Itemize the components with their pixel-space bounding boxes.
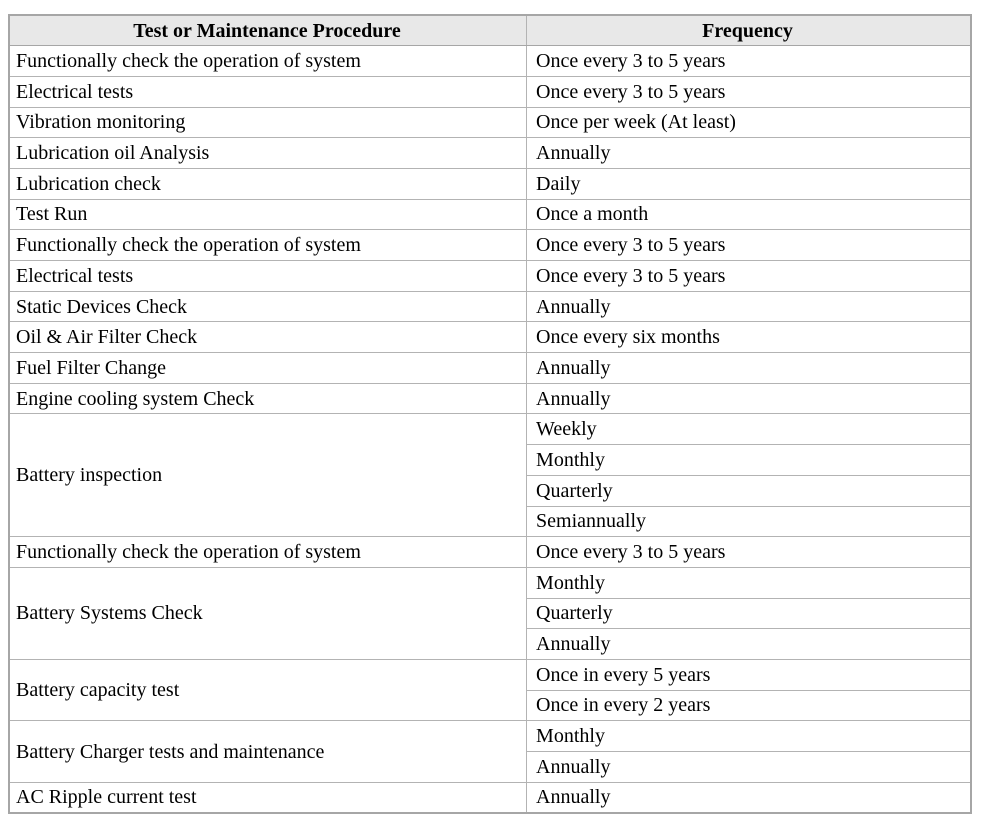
frequency-cell: Annually — [527, 782, 971, 813]
frequency-cell: Once per week (At least) — [527, 107, 971, 138]
procedure-cell: Electrical tests — [9, 76, 527, 107]
table-row — [9, 107, 971, 138]
procedure-cell: Battery Systems Check — [9, 567, 527, 659]
procedure-cell: Battery inspection — [9, 414, 527, 537]
frequency-cell: Semiannually — [527, 506, 971, 537]
frequency-cell: Once a month — [527, 199, 971, 230]
procedure-cell: Oil & Air Filter Check — [9, 322, 527, 353]
procedure-cell: Functionally check the operation of system — [9, 230, 527, 261]
column-header-frequency: Frequency — [527, 15, 971, 46]
frequency-cell: Once every 3 to 5 years — [527, 76, 971, 107]
frequency-cell: Annually — [527, 629, 971, 660]
frequency-cell: Once every 3 to 5 years — [527, 46, 971, 77]
table-row — [9, 230, 971, 261]
procedure-cell: Functionally check the operation of system — [9, 537, 527, 568]
frequency-cell: Annually — [527, 752, 971, 783]
procedure-cell: AC Ripple current test — [9, 782, 527, 813]
frequency-cell: Once every 3 to 5 years — [527, 261, 971, 292]
frequency-cell: Monthly — [527, 567, 971, 598]
table-row — [9, 537, 971, 568]
table-row — [9, 199, 971, 230]
frequency-cell: Annually — [527, 138, 971, 169]
column-header-procedure: Test or Maintenance Procedure — [9, 15, 527, 46]
frequency-cell: Monthly — [527, 445, 971, 476]
table-row — [9, 721, 971, 752]
table-row — [9, 138, 971, 169]
frequency-cell: Annually — [527, 291, 971, 322]
frequency-cell: Once in every 5 years — [527, 659, 971, 690]
procedure-cell: Fuel Filter Change — [9, 353, 527, 384]
table-row — [9, 46, 971, 77]
table-row — [9, 353, 971, 384]
procedure-cell: Lubrication check — [9, 168, 527, 199]
procedure-cell: Vibration monitoring — [9, 107, 527, 138]
procedure-cell: Battery Charger tests and maintenance — [9, 721, 527, 782]
procedure-cell: Electrical tests — [9, 261, 527, 292]
procedure-cell: Functionally check the operation of system — [9, 46, 527, 77]
procedure-cell: Test Run — [9, 199, 527, 230]
frequency-cell: Quarterly — [527, 598, 971, 629]
table-body — [9, 46, 971, 813]
procedure-cell: Lubrication oil Analysis — [9, 138, 527, 169]
frequency-cell: Weekly — [527, 414, 971, 445]
procedure-cell: Static Devices Check — [9, 291, 527, 322]
frequency-cell: Annually — [527, 383, 971, 414]
maintenance-schedule-table — [8, 14, 972, 814]
frequency-cell: Quarterly — [527, 475, 971, 506]
header-row — [9, 15, 971, 46]
table-row — [9, 659, 971, 690]
procedure-cell: Battery capacity test — [9, 659, 527, 720]
frequency-cell: Monthly — [527, 721, 971, 752]
table-row — [9, 168, 971, 199]
frequency-cell: Once every 3 to 5 years — [527, 537, 971, 568]
table-row — [9, 782, 971, 813]
table-row — [9, 291, 971, 322]
table-row — [9, 383, 971, 414]
table-row — [9, 76, 971, 107]
table-row — [9, 414, 971, 445]
frequency-cell: Once every 3 to 5 years — [527, 230, 971, 261]
frequency-cell: Once every six months — [527, 322, 971, 353]
frequency-cell: Daily — [527, 168, 971, 199]
frequency-cell: Annually — [527, 353, 971, 384]
table-row — [9, 261, 971, 292]
table-row — [9, 322, 971, 353]
table-row — [9, 567, 971, 598]
procedure-cell: Engine cooling system Check — [9, 383, 527, 414]
frequency-cell: Once in every 2 years — [527, 690, 971, 721]
